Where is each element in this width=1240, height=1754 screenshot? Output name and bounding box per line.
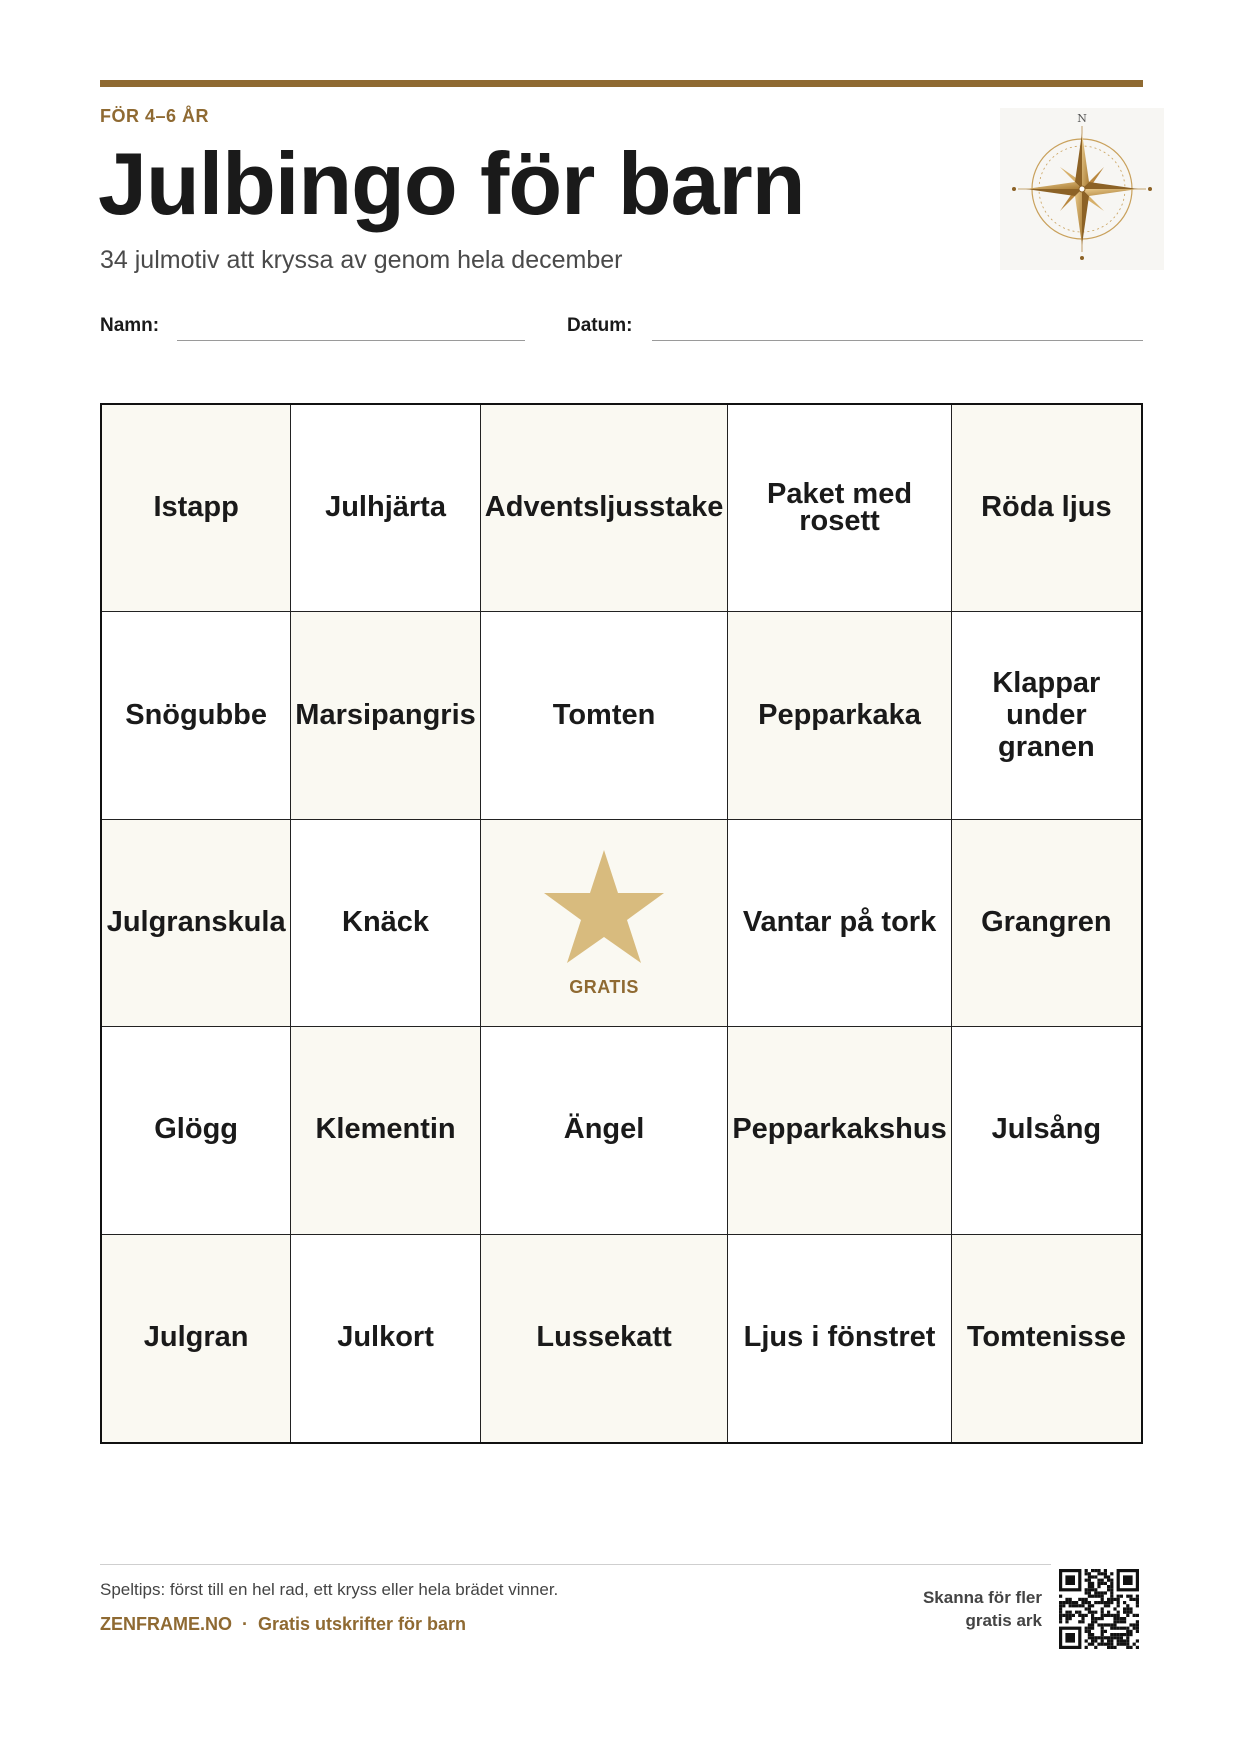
bingo-cell[interactable] [102,820,291,1027]
free-cell[interactable] [481,820,729,1027]
qr-code-icon[interactable] [1059,1569,1139,1649]
bingo-cell-label: Paket med rosett [766,477,913,538]
bingo-cell[interactable] [102,405,291,612]
bingo-cell[interactable] [952,612,1141,819]
bingo-cell-label: Vantar på tork [742,906,937,939]
top-rule [100,80,1143,87]
bingo-cell-label: Lussekatt [536,1321,672,1354]
bingo-cell-label: Ängel [563,1113,645,1146]
bingo-cell-label: Julhjärta [325,491,446,524]
bingo-cell[interactable] [481,1235,729,1442]
bingo-cell-label: Tomten [552,698,656,731]
bingo-cell-label: Marsipangris [295,698,476,731]
bingo-cell-label: Grangren [981,906,1112,939]
bingo-board [100,403,1143,1444]
bingo-cell-label: Knäck [342,906,430,939]
bingo-cell[interactable] [481,1027,729,1234]
bingo-cell-label: Pepparkaka [758,698,921,731]
bingo-cell[interactable] [952,1235,1141,1442]
bingo-cell[interactable] [102,1027,291,1234]
bingo-cell[interactable] [728,1235,951,1442]
age-label: FÖR 4–6 ÅR [100,106,210,126]
brand-tagline: Gratis utskrifter för barn [258,1614,467,1634]
bingo-cell[interactable] [481,405,729,612]
bingo-cell[interactable] [481,612,729,819]
game-tip: Speltips: först till en hel rad, ett kryss eller hela brädet vinner. [100,1580,559,1599]
page-subtitle: 34 julmotiv att kryssa av genom hela december [100,246,623,274]
bingo-cell-label: Julkort [337,1321,434,1354]
bingo-cell-label: Röda ljus [981,491,1112,524]
bingo-cell-label: Pepparkakshus [732,1113,947,1146]
page-title: Julbingo för barn [98,134,805,233]
bingo-cell[interactable] [728,612,951,819]
compass-rose-icon [1000,108,1164,270]
bingo-cell[interactable] [728,820,951,1027]
scan-caption [923,1587,1042,1633]
date-label: Datum: [567,315,633,336]
bingo-cell-label: Ljus i fönstret [743,1321,936,1354]
bingo-cell[interactable] [728,1027,951,1234]
brand-separator: · [242,1614,248,1634]
bingo-cell[interactable] [952,1027,1141,1234]
brand-link[interactable]: ZENFRAME.NO [100,1614,232,1634]
bingo-cell-label: Adventsljusstake [484,491,724,524]
bingo-cell-label: Julsång [991,1113,1102,1146]
bingo-cell-label: Julgranskula [106,906,286,939]
footer-divider [100,1564,1051,1565]
star-icon [542,848,666,964]
bingo-cell-label: Julgran [143,1321,249,1354]
bingo-cell[interactable] [291,820,481,1027]
bingo-cell-label: Klementin [315,1113,456,1146]
bingo-cell[interactable] [102,612,291,819]
bingo-cell-label: Snögubbe [125,698,268,731]
bingo-cell-label: Tomtenisse [966,1321,1126,1354]
name-field-line[interactable] [177,340,525,341]
bingo-cell-label: Klappar under granen [992,666,1101,763]
scan-caption-line1: Skanna för fler [922,1588,1042,1607]
name-label: Namn: [100,315,160,336]
date-field-line[interactable] [652,340,1143,341]
brand-line [100,1614,466,1635]
bingo-cell-label: Glögg [154,1113,239,1146]
free-cell-label: GRATIS [569,977,639,998]
bingo-cell[interactable] [952,820,1141,1027]
bingo-cell-label: Istapp [153,491,239,524]
scan-caption-line2: gratis ark [965,1610,1042,1630]
compass-north-label: N [1077,112,1087,125]
bingo-cell[interactable] [728,405,951,612]
bingo-cell[interactable] [291,612,481,819]
bingo-cell[interactable] [102,1235,291,1442]
bingo-cell[interactable] [952,405,1141,612]
bingo-cell[interactable] [291,1027,481,1234]
bingo-cell[interactable] [291,1235,481,1442]
bingo-cell[interactable] [291,405,481,612]
